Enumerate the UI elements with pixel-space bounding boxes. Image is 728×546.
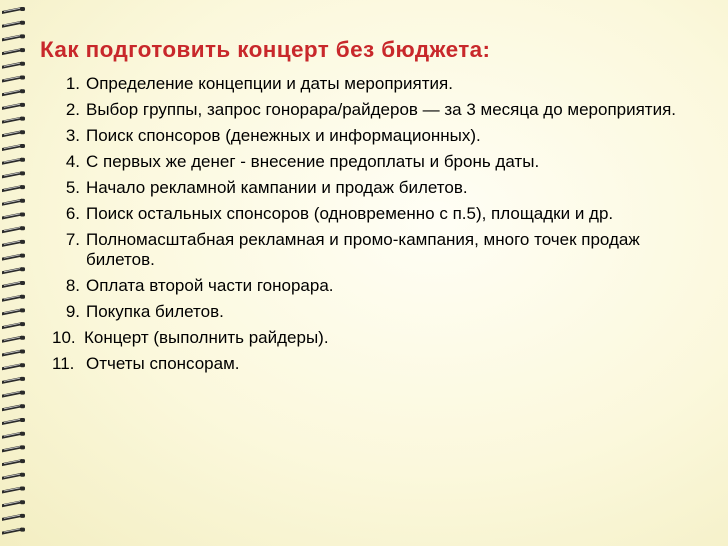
step-number: 3. — [65, 126, 80, 145]
binding-ring — [2, 336, 25, 343]
step-text: Отчеты спонсорам. — [86, 354, 240, 373]
list-item — [52, 276, 692, 296]
step-text: Выбор группы, запрос гонорара/райдеров — за 3 месяца до мероприятия. — [86, 100, 677, 119]
binding-ring — [2, 528, 25, 535]
step-number: 1. — [65, 74, 80, 93]
spiral-binding-icon — [0, 0, 30, 546]
step-text: Поиск спонсоров (денежных и информационных). — [86, 126, 481, 145]
binding-ring — [2, 130, 25, 137]
binding-ring — [2, 158, 25, 165]
binding-ring — [2, 322, 25, 329]
list-item — [52, 74, 692, 94]
binding-ring — [2, 487, 25, 494]
binding-ring — [2, 377, 25, 384]
binding-ring — [2, 350, 25, 357]
binding-ring — [2, 171, 25, 178]
binding-ring — [2, 226, 25, 233]
step-number: 8. — [65, 276, 80, 295]
list-item — [52, 328, 692, 348]
binding-ring — [2, 281, 25, 288]
step-number: 7. — [65, 230, 80, 249]
binding-ring — [2, 418, 25, 425]
list-item — [52, 204, 692, 224]
binding-ring — [2, 21, 25, 28]
binding-ring — [2, 240, 25, 247]
binding-ring — [2, 459, 25, 466]
step-number: 11. — [52, 354, 75, 373]
binding-ring — [2, 391, 25, 398]
binding-ring — [2, 267, 25, 274]
binding-ring — [2, 76, 25, 83]
binding-ring — [2, 363, 25, 370]
binding-ring — [2, 7, 25, 14]
slide-title: Как подготовить концерт без бюджета: — [40, 37, 491, 62]
step-number: 6. — [65, 204, 80, 223]
list-item — [52, 126, 692, 146]
binding-ring — [2, 144, 25, 151]
binding-ring — [2, 308, 25, 315]
binding-ring — [2, 445, 25, 452]
binding-ring — [2, 514, 25, 521]
binding-ring — [2, 103, 25, 110]
binding-ring — [2, 48, 25, 55]
step-text: Полномасштабная рекламная и промо-кампания, много точек продаж билетов. — [86, 230, 640, 269]
step-text: Оплата второй части гонорара. — [86, 276, 334, 295]
binding-ring — [2, 199, 25, 206]
step-text: Покупка билетов. — [86, 302, 224, 321]
binding-ring — [2, 254, 25, 261]
binding-ring — [2, 117, 25, 124]
list-item — [52, 178, 692, 198]
binding-ring — [2, 185, 25, 192]
list-item — [52, 152, 692, 172]
step-number: 5. — [65, 178, 80, 197]
binding-ring — [2, 295, 25, 302]
binding-ring — [2, 500, 25, 507]
step-text: С первых же денег - внесение предоплаты и бронь даты. — [86, 152, 540, 171]
list-item — [52, 100, 692, 120]
step-number: 2. — [65, 100, 80, 119]
step-text: Начало рекламной кампании и продаж билетов. — [86, 178, 468, 197]
step-text: Поиск остальных спонсоров (одновременно с п.5), площадки и др. — [86, 204, 614, 223]
list-item — [52, 302, 692, 322]
binding-ring — [2, 432, 25, 439]
binding-ring — [2, 473, 25, 480]
binding-ring — [2, 62, 25, 69]
binding-ring — [2, 34, 25, 41]
step-number: 4. — [65, 152, 80, 171]
binding-ring — [2, 404, 25, 411]
steps-list — [52, 74, 692, 380]
binding-ring — [2, 213, 25, 220]
step-number: 9. — [65, 302, 80, 321]
binding-ring — [2, 89, 25, 96]
list-item — [52, 354, 692, 374]
step-text: Концерт (выполнить райдеры). — [84, 328, 329, 347]
step-text: Определение концепции и даты мероприятия. — [86, 74, 453, 93]
step-number: 10. — [52, 328, 76, 347]
list-item — [52, 230, 692, 270]
